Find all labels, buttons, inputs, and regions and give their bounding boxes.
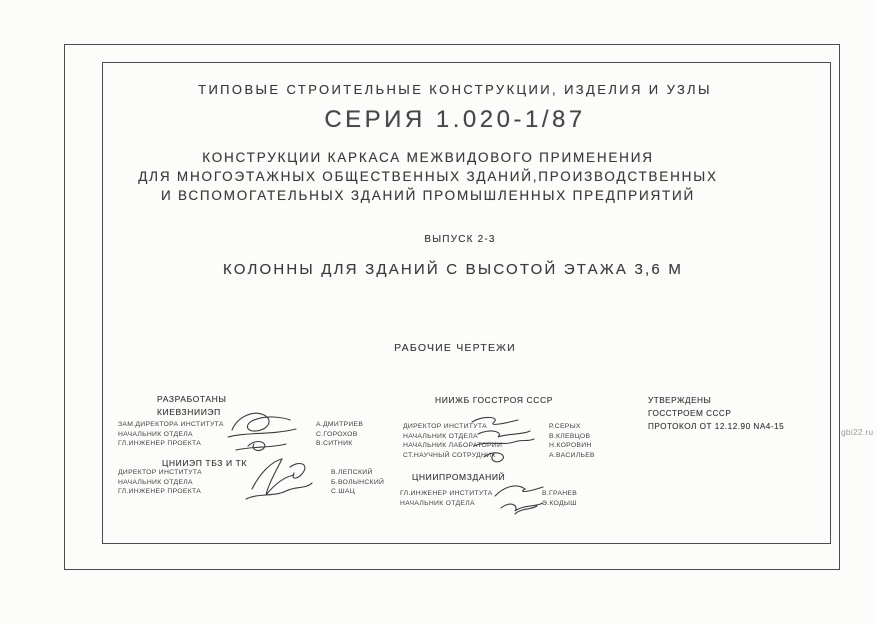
role-label: ДИРЕКТОР ИНСТИТУТА bbox=[403, 423, 487, 430]
role-label: ГЛ.ИНЖЕНЕР ИНСТИТУТА bbox=[400, 490, 493, 497]
document-type-title: ТИПОВЫЕ СТРОИТЕЛЬНЫЕ КОНСТРУКЦИИ, ИЗДЕЛИЯ И УЗЛЫ bbox=[198, 82, 712, 97]
role-label: ЗАМ.ДИРЕКТОРА ИНСТИТУТА bbox=[118, 421, 224, 428]
subtitle-line: ДЛЯ МНОГОЭТАЖНЫХ ОБЩЕСТВЕННЫХ ЗДАНИЙ,ПРОИЗВОДСТВЕННЫХ bbox=[138, 169, 718, 184]
org-tsniiep-name: ЦНИИЭП ТБЗ И ТК bbox=[162, 458, 248, 468]
role-label: НАЧАЛЬНИК ОТДЕЛА bbox=[403, 432, 478, 440]
role-label: НАЧАЛЬНИК ОТДЕЛА bbox=[118, 478, 193, 486]
org-tsniipromzdanii-name: ЦНИИПРОМЗДАНИЙ bbox=[412, 472, 506, 482]
role-label: НАЧАЛЬНИК ЛАБОРАТОРИИ bbox=[403, 442, 503, 450]
person-name: Р.СЕРЫХ bbox=[549, 423, 581, 430]
role-label: ГЛ.ИНЖЕНЕР ПРОЕКТА bbox=[118, 488, 202, 496]
subtitle-line: КОНСТРУКЦИИ КАРКАСА МЕЖВИДОВОГО ПРИМЕНЕНИЯ bbox=[202, 150, 654, 165]
approved-by: ГОССТРОЕМ СССР bbox=[648, 409, 732, 418]
site-watermark: gbi22.ru bbox=[841, 427, 874, 437]
subtitle-line: И ВСПОМОГАТЕЛЬНЫХ ЗДАНИЙ ПРОМЫШЛЕННЫХ ПРЕДПРИЯТИЙ bbox=[160, 188, 696, 203]
signature-squiggle bbox=[462, 413, 550, 463]
protocol-number: ПРОТОКОЛ ОТ 12.12.90 NА4-15 bbox=[648, 422, 785, 431]
approval-block bbox=[648, 394, 784, 433]
role-label: НАЧАЛЬНИК ОТДЕЛА bbox=[118, 430, 193, 438]
person-name: С.ГОРОХОВ bbox=[316, 430, 358, 438]
developed-label: РАЗРАБОТАНЫ bbox=[157, 394, 227, 404]
role-label: СТ.НАУЧНЫЙ СОТРУДНИК bbox=[403, 451, 496, 459]
signature-squiggle bbox=[224, 406, 320, 452]
approved-label: УТВЕРЖДЕНЫ bbox=[648, 396, 712, 405]
document-subtitle bbox=[138, 148, 718, 205]
person-name: С.ШАЦ bbox=[331, 488, 356, 496]
person-name: В.ГРАНЕВ bbox=[542, 490, 578, 497]
person-name: Н.КОРОВИН bbox=[549, 442, 592, 450]
signature-squiggle bbox=[487, 480, 565, 516]
person-name: В.СИТНИК bbox=[316, 440, 353, 448]
person-name: В.ЛЕПСКИЙ bbox=[331, 469, 373, 476]
org-niizhb-name: НИИЖБ ГОССТРОЯ СССР bbox=[435, 395, 553, 405]
person-name: А.ДМИТРИЕВ bbox=[316, 421, 364, 428]
role-label: НАЧАЛЬНИК ОТДЕЛА bbox=[400, 499, 475, 507]
org-kievzniiep-name: КИЕВЗНИИЭП bbox=[157, 407, 221, 417]
volume-title: КОЛОННЫ ДЛЯ ЗДАНИЙ С ВЫСОТОЙ ЭТАЖА 3,6 М bbox=[222, 261, 684, 278]
series-title: СЕРИЯ 1.020-1/87 bbox=[324, 106, 586, 133]
drawing-kind-label: РАБОЧИЕ ЧЕРТЕЖИ bbox=[394, 342, 516, 354]
person-name: Э.КОДЫШ bbox=[542, 499, 577, 507]
signature-squiggle bbox=[240, 455, 332, 503]
role-label: ДИРЕКТОР ИНСТИТУТА bbox=[118, 469, 202, 476]
issue-label: ВЫПУСК 2-3 bbox=[424, 234, 496, 245]
person-name: Б.ВОЛЫНСКИЙ bbox=[331, 478, 385, 486]
person-name: В.КЛЕВЦОВ bbox=[549, 432, 591, 440]
role-label: ГЛ.ИНЖЕНЕР ПРОЕКТА bbox=[118, 440, 202, 448]
person-name: А.ВАСИЛЬЕВ bbox=[549, 451, 595, 459]
